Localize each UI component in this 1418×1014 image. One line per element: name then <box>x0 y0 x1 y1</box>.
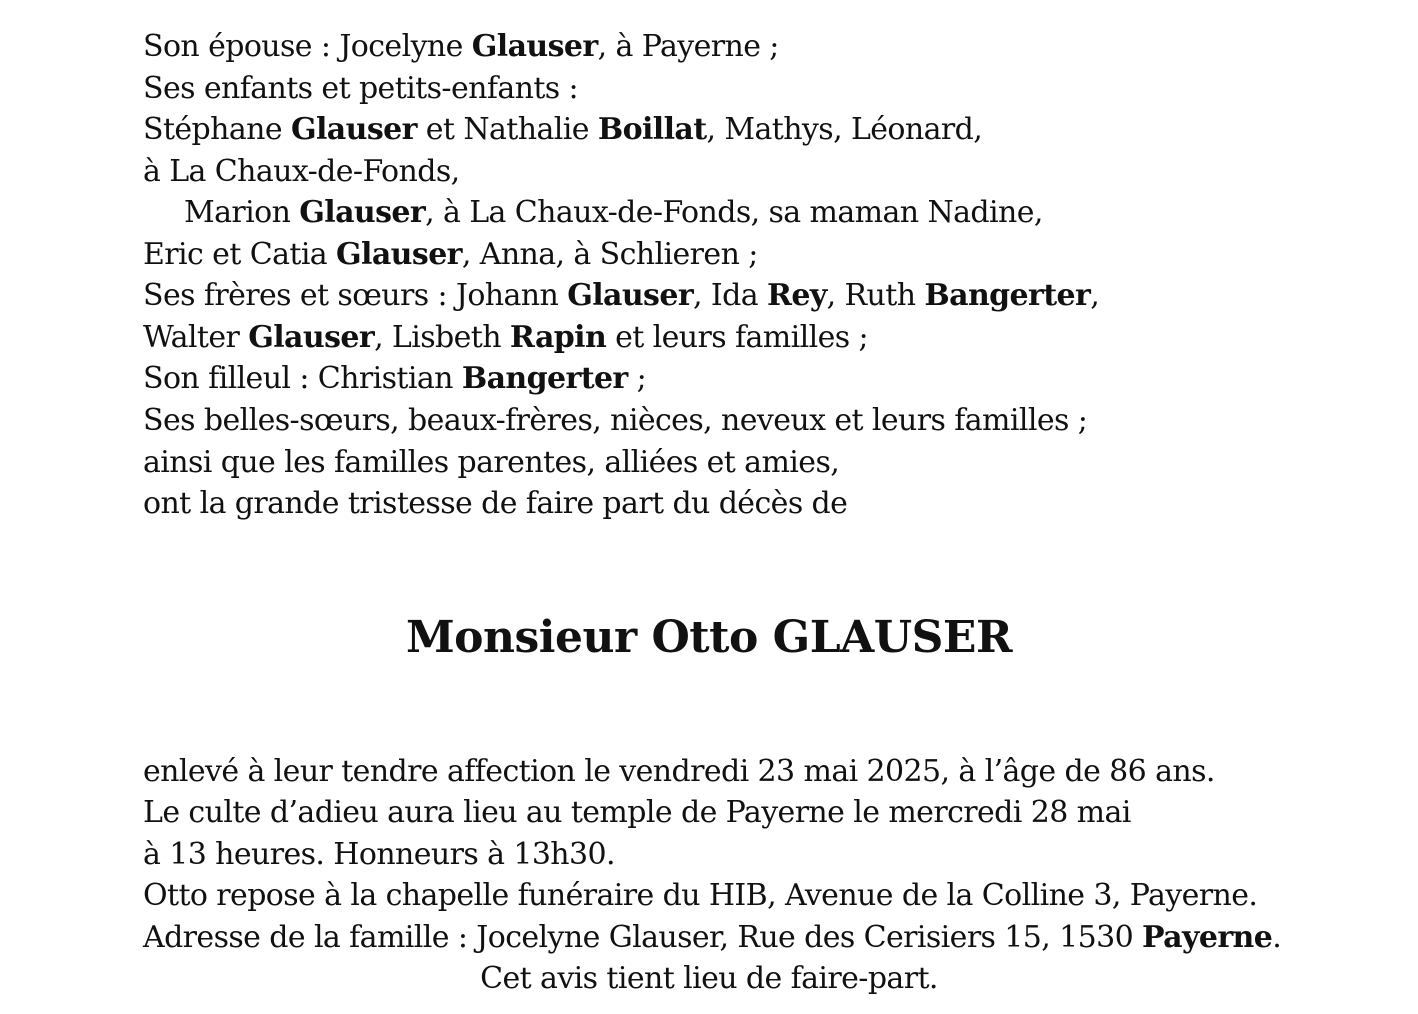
text-segment: à La Chaux-de-Fonds, <box>143 154 460 189</box>
text-segment: Ses belles-sœurs, beaux-frères, nièces, neveux et leurs familles ; <box>143 403 1088 438</box>
text-segment: et Nathalie <box>416 112 598 147</box>
text-segment: ont la grande tristesse de faire part du décès de <box>143 486 848 521</box>
text-segment: Marion <box>184 195 300 230</box>
surname: Glauser <box>290 112 417 147</box>
text-segment: , à La Chaux-de-Fonds, sa maman Nadine, <box>425 195 1043 230</box>
family-line-godson <box>143 359 646 399</box>
text-segment: Le culte d’adieu aura lieu au temple de Payerne le mercredi 28 mai <box>143 795 1131 830</box>
text-segment: à 13 heures. Honneurs à 13h30. <box>143 837 615 872</box>
text-segment: Son épouse : Jocelyne <box>143 29 472 64</box>
detail-line-chapel <box>143 876 1257 916</box>
family-line-relatives <box>143 443 839 483</box>
text-segment: Ses enfants et petits-enfants : <box>143 71 579 106</box>
surname: Glauser <box>336 237 462 272</box>
detail-line-service <box>143 793 1131 833</box>
surname: Bangerter <box>461 361 628 396</box>
family-line-in-laws <box>143 401 1087 441</box>
detail-line-family-address <box>143 918 1281 958</box>
surname: Bangerter <box>924 278 1091 313</box>
text-segment: , Mathys, Léonard, <box>706 112 983 147</box>
surname: Glauser <box>471 29 598 64</box>
text-segment: , <box>1090 278 1100 313</box>
text-segment: Son filleul : Christian <box>143 361 462 396</box>
family-line-children-heading <box>143 69 578 109</box>
closing-note: Cet avis tient lieu de faire-part. <box>480 961 938 996</box>
text-segment: Walter <box>143 320 249 355</box>
town-name: Payerne <box>1142 920 1273 955</box>
detail-line-service-time <box>143 835 615 875</box>
family-line-child-1 <box>143 110 982 150</box>
family-line-siblings-cont <box>143 318 868 358</box>
text-segment: ; <box>627 361 647 396</box>
surname: Glauser <box>248 320 375 355</box>
text-segment: et leurs familles ; <box>606 320 869 355</box>
surname: Glauser <box>567 278 694 313</box>
surname: Rey <box>767 278 827 313</box>
surname: Glauser <box>299 195 426 230</box>
surname: Boillat <box>597 112 707 147</box>
text-segment: enlevé à leur tendre affection le vendredi 23 mai 2025, à l’âge de 86 ans. <box>143 754 1215 789</box>
detail-line-death <box>143 752 1215 792</box>
text-segment: , Anna, à Schlieren ; <box>461 237 758 272</box>
deceased-name: Monsieur Otto GLAUSER <box>405 612 1013 663</box>
text-segment: , à Payerne ; <box>597 29 779 64</box>
family-line-grandchild <box>184 193 1043 233</box>
text-segment: , Ida <box>693 278 767 313</box>
family-line-child-2 <box>143 235 758 275</box>
text-segment: , Ruth <box>826 278 925 313</box>
surname: Rapin <box>509 320 607 355</box>
text-segment: Stéphane <box>143 112 291 147</box>
text-segment: Ses frères et sœurs : Johann <box>143 278 568 313</box>
text-segment: Otto repose à la chapelle funéraire du HIB, Avenue de la Colline 3, Payerne. <box>143 878 1258 913</box>
family-line-announcement <box>143 484 847 524</box>
text-segment: ainsi que les familles parentes, alliées et amies, <box>143 445 840 480</box>
text-segment: , Lisbeth <box>374 320 510 355</box>
text-segment: Eric et Catia <box>143 237 337 272</box>
family-line-siblings <box>143 276 1099 316</box>
family-line-child-1-place <box>143 152 460 192</box>
text-segment: . <box>1272 920 1282 955</box>
family-line-spouse <box>143 27 779 67</box>
text-segment: Adresse de la famille : Jocelyne Glauser, Rue des Cerisiers 15, 1530 <box>143 920 1143 955</box>
